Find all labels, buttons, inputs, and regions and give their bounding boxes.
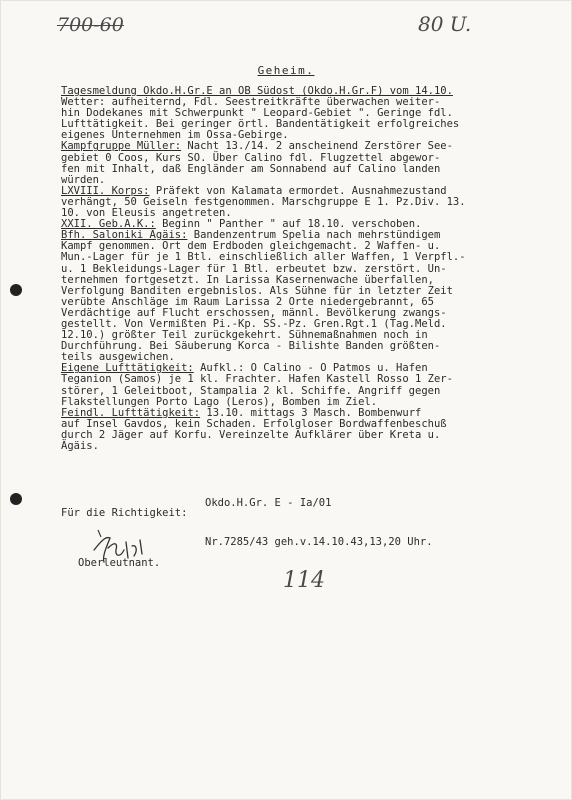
dispatch-office: Okdo.H.Gr. E - Ia/01 [205,497,332,509]
handwritten-page-number: 114 [283,568,325,593]
report-text: Beginn " Panther " auf 18.10. verschoben. [155,218,422,231]
section-heading: Kampfgruppe Müller: [61,140,182,153]
report-text: 10. von Eleusis angetreten. [61,207,232,220]
report-text: Durchführung. Bei Säuberung Korca - Bilishte Banden größten- [61,340,441,353]
report-text: Flakstellungen Porto Lago (Leros), Bomben im Ziel. [61,395,378,408]
section-heading: XXII. Geb.A.K.: [61,218,156,231]
punch-hole-icon [10,493,22,505]
report-text: Verfolgung Banditen ergebnislos. Als Sühne für in letzter Zeit [61,284,453,297]
report-text: Teganion (Samos) je 1 kl. Frachter. Hafen Kastell Rosso 1 Zer- [61,373,453,386]
report-text: 12.10.) größter Teil zurückgekehrt. Sühnemaßnahmen noch in [61,329,428,342]
section-heading: Tagesmeldung Okdo.H.Gr.E an OB Südost (Okdo.H.Gr.F) vom 14.10. [61,85,453,97]
verification-label: Für die Richtigkeit: [61,507,188,519]
report-text: Kampf genommen. Ort dem Erdboden gleichgemacht. 2 Waffen- u. [61,240,441,253]
classification-heading [0,64,572,77]
dispatch-reference [205,471,433,575]
section-heading: Feindl. Lufttätigkeit: [61,406,201,419]
signatory-rank: Oberleutnant. [78,557,161,569]
dispatch-number: Nr.7285/43 geh.v.14.10.43,13,20 Uhr. [205,536,433,548]
report-text: Aufkl.: O Calino - O Patmos u. Hafen [193,362,428,375]
report-line [61,441,541,452]
report-text: Wetter: aufheiternd, Fdl. Seestreitkräfte überwachen weiter- [61,96,441,109]
report-body [61,86,541,452]
section-heading: Eigene Lufttätigkeit: [61,362,194,375]
report-text: Ägäis. [61,440,99,452]
classification-heading-text: Geheim. [257,64,315,77]
report-text: u. 1 Bekleidungs-Lager für 1 Btl. erbeutet bzw. zerstört. Un- [61,262,447,275]
report-text: gebiet 0 Coos, Kurs SO. Über Calino fdl. Flugzettel abgewor- [61,151,441,164]
report-text: Mun.-Lager für je 1 Btl. einschließlich aller Waffen, 1 Verpfl.- [61,251,466,264]
report-text: Verdächtige auf Flucht erschossen, männl. Bevölkerung zwangs- [61,306,447,319]
report-text: teils ausgewichen. [61,351,175,364]
punch-hole-icon [10,284,22,296]
report-text: würden. [61,173,106,186]
report-text: Präfekt von Kalamata ermordet. Ausnahmezustand [149,184,447,197]
report-text: ternehmen fortgesetzt. In Larissa Kasernenwache überfallen, [61,273,434,286]
section-heading: Bfh. Saloniki Ägäis: [61,229,188,242]
report-text: Lufttätigkeit. Bei geringer örtl. Bandentätigkeit erfolgreiches [61,118,460,131]
report-text: auf Insel Gavdos, kein Schaden. Erfolgloser Bordwaffenbeschuß [61,417,447,430]
report-line [61,164,541,175]
report-text: durch 2 Jäger auf Korfu. Vereinzelte Aufklärer über Kreta u. [61,428,441,441]
report-line [61,430,541,441]
section-heading: LXVIII. Korps: [61,184,150,197]
report-text: 13.10. mittags 3 Masch. Bombenwurf [200,406,422,419]
handwritten-note-top-left: 700-60 [57,14,124,36]
report-text: eigenes Unternehmen im Ossa-Gebirge. [61,129,289,142]
report-text: Nacht 13./14. 2 anscheinend Zerstörer See- [181,140,453,153]
report-text: hin Dodekanes mit Schwerpunkt " Leopard-Gebiet ". Geringe fdl. [61,107,453,120]
report-text: störer, 1 Geleitboot, Stampalia 2 kl. Schiffe. Angriff gegen [61,384,441,397]
report-text: fen mit Inhalt, daß Engländer am Sonnabend auf Calino landen [61,162,441,175]
report-text: verübte Anschläge im Raum Larissa 2 Orte niedergebrannt, 65 [61,295,434,308]
report-text: gestellt. Von Vermißten Pi.-Kp. SS.-Pz. Gren.Rgt.1 (Tag.Meld. [61,317,447,330]
report-text: Bandenzentrum Spelia nach mehrstündigem [187,229,441,242]
handwritten-note-top-right: 80 U. [418,12,472,36]
report-text: verhängt, 50 Geiseln festgenommen. Marschgruppe E 1. Pz.Div. 13. [61,195,466,208]
